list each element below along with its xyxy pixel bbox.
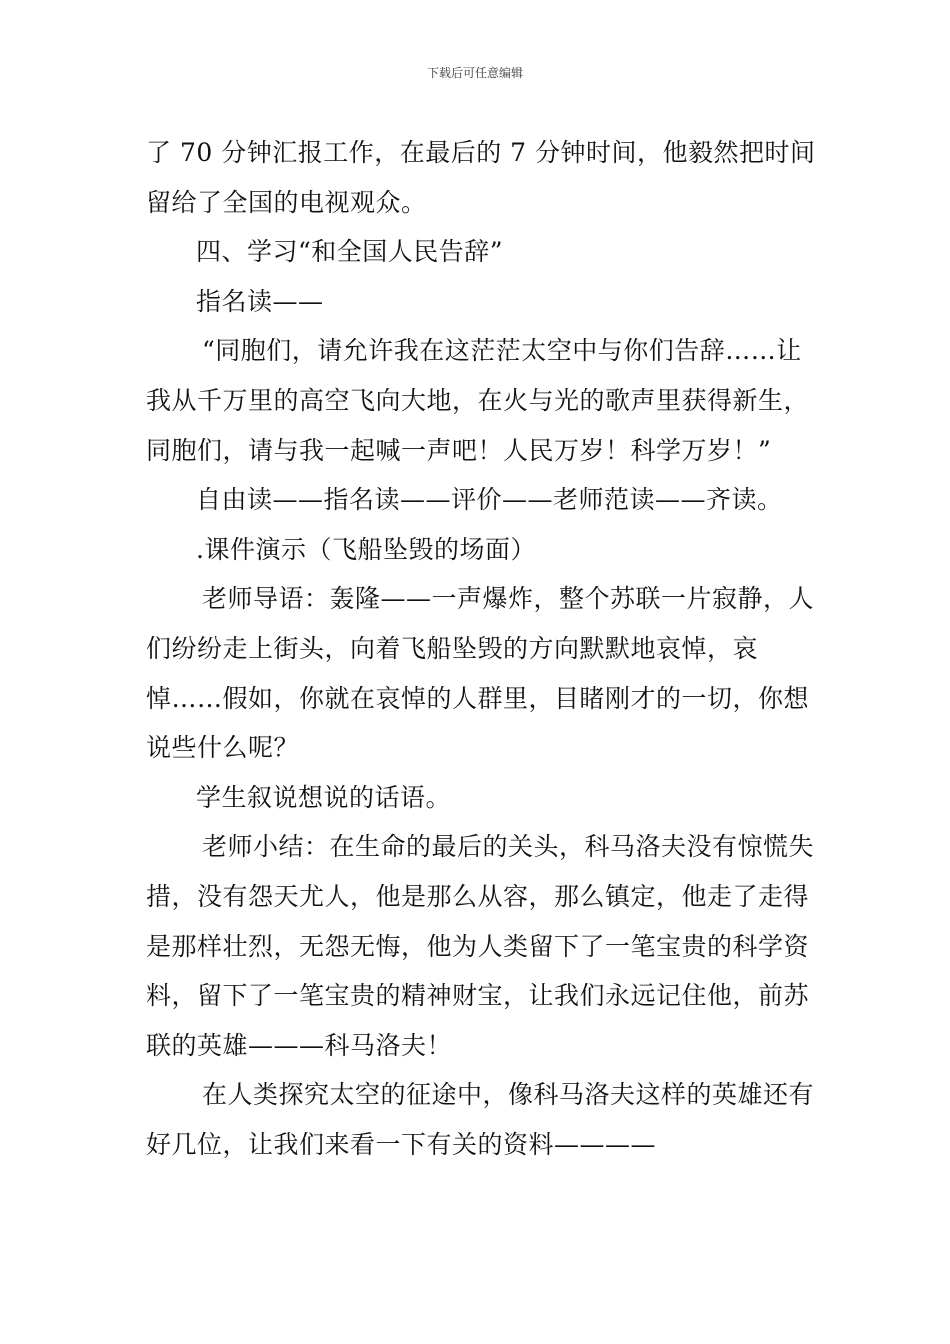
paragraph-student-speech: 学生叙说想说的话语。 bbox=[196, 782, 452, 812]
paragraph-heroes-intro: 在人类探究太空的征途中，像科马洛夫这样的英雄还有好几位，让我们来看一下有关的资料———— bbox=[146, 1080, 815, 1159]
paragraph-reading-steps: 自由读——指名读——评价——老师范读——齐读。 bbox=[196, 485, 783, 515]
document-body bbox=[146, 128, 816, 1169]
paragraph-farewell-quote: “同胞们，请允许我在这茫茫太空中与你们告辞……让我从千万里的高空飞向大地，在火与光的歌声里获得新生，同胞们，请与我一起喊一声吧！人民万岁！科学万岁！” bbox=[146, 336, 810, 465]
paragraph-courseware-demo: .课件演示（飞船坠毁的场面） bbox=[196, 534, 536, 564]
paragraph-teacher-intro: 老师导语：轰隆——一声爆炸，整个苏联一片寂静，人们纷纷走上街头，向着飞船坠毁的方向默默地哀悼，哀悼……假如，你就在哀悼的人群里，目睹刚才的一切，你想说些什么呢？ bbox=[146, 584, 815, 763]
paragraph-continued-report: 了 70 分钟汇报工作，在最后的 7 分钟时间，他毅然把时间留给了全国的电视观众。 bbox=[146, 138, 816, 217]
section-heading-farewell: 四、学习“和全国人民告辞” bbox=[196, 237, 504, 267]
paragraph-named-reading: 指名读—— bbox=[196, 286, 324, 316]
paragraph-teacher-summary: 老师小结：在生命的最后的关头，科马洛夫没有惊慌失措，没有怨天尤人，他是那么从容，那么镇定，他走了走得是那样壮烈，无怨无悔，他为人类留下了一笔宝贵的科学资料，留下了一笔宝贵的精神财宝，让我们永远记住他，前苏联的英雄———科马洛夫！ bbox=[146, 832, 815, 1060]
header-note: 下载后可任意编辑 bbox=[426, 66, 523, 80]
